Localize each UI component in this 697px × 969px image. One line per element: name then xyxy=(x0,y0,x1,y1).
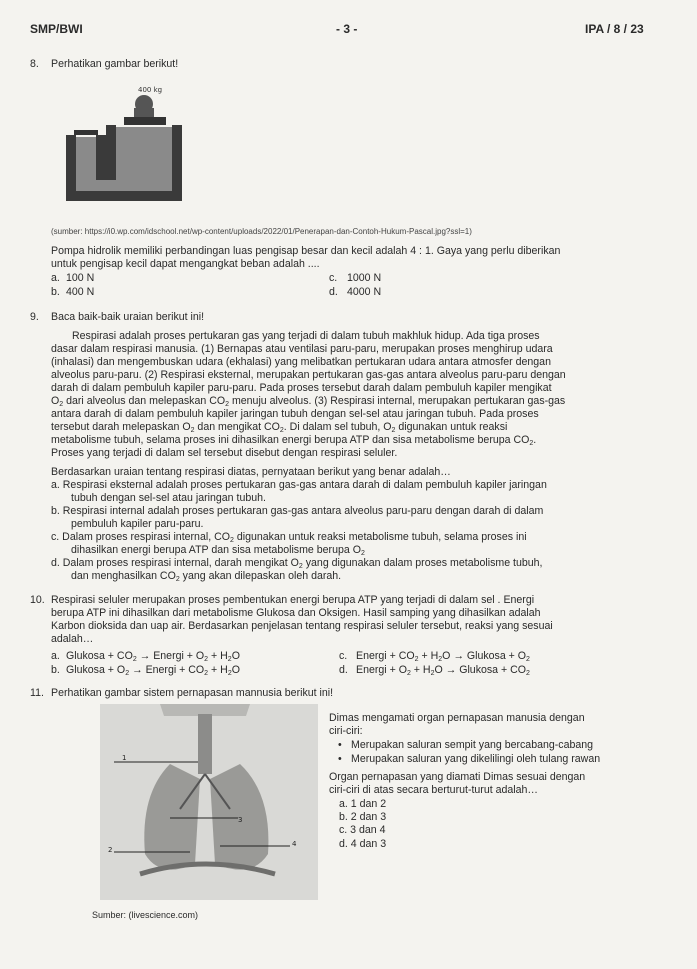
q10-option-b: Glukosa + $O_2$ → Energi + $CO_2 + H_2O$ xyxy=(66,664,240,677)
q9-para-line: metabolisme tubuh, selama proses ini dihasilkan energi berupa ATP dan sisa metabolisme berupa $CO_2$. xyxy=(51,434,537,447)
bullet-icon: • xyxy=(338,753,342,765)
q9-para-line: (inhalasi) dan mengembuskan udara (ekhalasi) yang melibatkan pertukaran udara antara atmosfer dengan xyxy=(51,356,551,368)
q8-option-d: 4000 N xyxy=(347,286,382,298)
q11-feature: Merupakan saluran sempit yang bercabang-cabang xyxy=(351,739,594,751)
label-4: 4 xyxy=(292,840,297,848)
q11-text: Organ pernapasan yang diamati Dimas sesuai dengan xyxy=(329,771,586,783)
q10-option-b-letter: b. xyxy=(51,664,60,676)
q8-option-a-letter: a. xyxy=(51,272,60,284)
q9-prompt: Baca baik-baik uraian berikut ini! xyxy=(51,311,205,323)
q8-option-c-letter: c. xyxy=(329,272,338,284)
q9-option-b-cont: pembuluh kapiler paru-paru. xyxy=(71,518,204,530)
q11-option-a: a. 1 dan 2 xyxy=(339,798,387,810)
q10-line: Karbon dioksida dan uap air. Berdasarkan penjelasan tentang respirasi seluler tersebut, reaksi yang sesuai xyxy=(51,620,553,632)
q8-option-b-letter: b. xyxy=(51,286,60,298)
q9-number: 9. xyxy=(30,311,39,323)
q9-option-b: b. Respirasi internal adalah proses pertukaran gas-gas antara alveolus paru-paru dengan darah di dalam xyxy=(51,505,544,517)
q8-option-d-letter: d. xyxy=(329,286,338,298)
q10-option-a-letter: a. xyxy=(51,650,60,662)
page-number: - 3 - xyxy=(336,22,358,36)
q10-option-c: Energi + $CO_2 + H_2O$ → Glukosa + $O_2$ xyxy=(356,650,530,663)
q9-para-line: Proses yang terjadi di dalam sel tersebut disebut dengan respirasi seluler. xyxy=(51,447,398,459)
q9-para-line: darah di dalam pembuluh kapiler paru-paru. Pada proses tersebut darah dalam pembuluh kapiler mengikat xyxy=(51,382,552,394)
q10-option-d-letter: d. xyxy=(339,664,348,676)
q11-option-c: c. 3 dan 4 xyxy=(339,824,386,836)
q9-option-c-cont: dihasilkan energi berupa ATP dan sisa metabolisme berupa $O_2$ xyxy=(71,544,365,557)
q10-number: 10. xyxy=(30,594,45,606)
q8-source: (sumber: https://i0.wp.com/idschool.net/wp-content/uploads/2022/01/Penerapan-dan-Contoh-Hukum-Pascal.jpg?ssl=1) xyxy=(51,227,472,236)
q11-feature: Merupakan saluran yang dikelilingi oleh tulang rawan xyxy=(351,753,601,765)
q8-option-b: 400 N xyxy=(66,286,95,298)
q8-option-c: 1000 N xyxy=(347,272,382,284)
q11-number: 11. xyxy=(30,687,44,699)
q10-line: berupa ATP ini dihasilkan dari metabolisme Glukosa dan Oksigen. Hasil samping yang dihasilkan adalah xyxy=(51,607,541,619)
q9-para-line: tersebut darah melepaskan $O_2$ dan mengikat $CO_2$. Di dalam sel tubuh, $O_2$ digunakan untuk reaksi xyxy=(51,421,508,434)
label-1: 1 xyxy=(122,754,127,762)
q9-option-d-cont: dan menghasilkan $CO_2$ yang akan dilepaskan oleh darah. xyxy=(71,570,342,583)
q11-text: ciri-ciri di atas secara berturut-turut adalah… xyxy=(329,784,539,796)
q10-option-a: Glukosa + $CO_2$ → Energi + $O_2 + H_2O$ xyxy=(66,650,240,663)
q9-para-line: $O_2$ dari alveolus dan melepaskan $CO_2$ menuju alveolus. (3) Respirasi internal, merupakan pertukaran gas-gas xyxy=(51,395,566,408)
q8-stem-line2: untuk pengisap kecil dapat mengangkat beban adalah .... xyxy=(51,258,320,270)
q8-prompt: Perhatikan gambar berikut! xyxy=(51,58,179,70)
q8-option-a: 100 N xyxy=(66,272,95,284)
q11-prompt: Perhatikan gambar sistem pernapasan mannusia berikut ini! xyxy=(51,687,334,699)
q9-para-line: dasar dalam respirasi manusia. (1) Bernapas atau ventilasi paru-paru, merupakan proses menghirup udara xyxy=(51,343,553,355)
q8-stem-line1: Pompa hidrolik memiliki perbandingan luas pengisap besar dan kecil adalah 4 : 1. Gaya yang perlu diberikan xyxy=(51,245,561,257)
q11-text: Dimas mengamati organ pernapasan manusia dengan xyxy=(329,712,585,724)
q11-source: Sumber: (livescience.com) xyxy=(92,910,199,920)
q11-option-b: b. 2 dan 3 xyxy=(339,811,387,823)
respiratory-system-figure xyxy=(100,704,318,900)
q11-text: ciri-ciri: xyxy=(329,725,363,737)
q10-line: adalah… xyxy=(51,633,94,645)
q9-option-a-cont: tubuh dengan sel-sel atau jaringan tubuh. xyxy=(71,492,266,504)
q9-para-line: Respirasi adalah proses pertukaran gas yang terjadi di dalam tubuh makhluk hidup. Ada tiga proses xyxy=(72,330,540,342)
q9-option-c: c. Dalam proses respirasi internal, $CO_2$ digunakan untuk reaksi metabolisme tubuh, selama proses ini xyxy=(51,531,527,544)
q9-question: Berdasarkan uraian tentang respirasi diatas, pernyataan berikut yang benar adalah… xyxy=(51,466,451,478)
header-right: IPA / 8 / 23 xyxy=(585,22,644,36)
q9-option-d: d. Dalam proses respirasi internal, darah mengikat $O_2$ yang digunakan dalam proses metabolisme tubuh, xyxy=(51,557,543,570)
q9-para-line: antara darah di dalam pembuluh kapiler jaringan tubuh dengan sel-sel atau jaringan tubuh. Pada proses xyxy=(51,408,539,420)
q11-option-d: d. 4 dan 3 xyxy=(339,838,387,850)
q9-para-line: alveolus paru-paru. (2) Respirasi eksternal, merupakan pertukaran gas-gas antara alveolus paru-paru dengan xyxy=(51,369,566,381)
q10-option-d: Energi + $O_2 + H_2O$ → Glukosa + $CO_2$ xyxy=(356,664,530,677)
q9-option-a: a. Respirasi eksternal adalah proses pertukaran gas-gas antara darah di dalam pembuluh kapiler jaringan xyxy=(51,479,547,491)
bullet-icon: • xyxy=(338,739,342,751)
header-left: SMP/BWI xyxy=(30,22,83,36)
trachea-icon xyxy=(198,714,212,774)
q10-option-c-letter: c. xyxy=(339,650,348,662)
label-2: 2 xyxy=(108,846,113,854)
hydraulic-press-figure xyxy=(66,82,206,204)
load-label: 400 kg xyxy=(138,86,163,94)
q10-line: Respirasi seluler merupakan proses pembentukan energi berupa ATP yang terjadi di dalam sel . Energi xyxy=(51,594,535,606)
q8-number: 8. xyxy=(30,58,39,70)
label-3: 3 xyxy=(238,816,243,824)
